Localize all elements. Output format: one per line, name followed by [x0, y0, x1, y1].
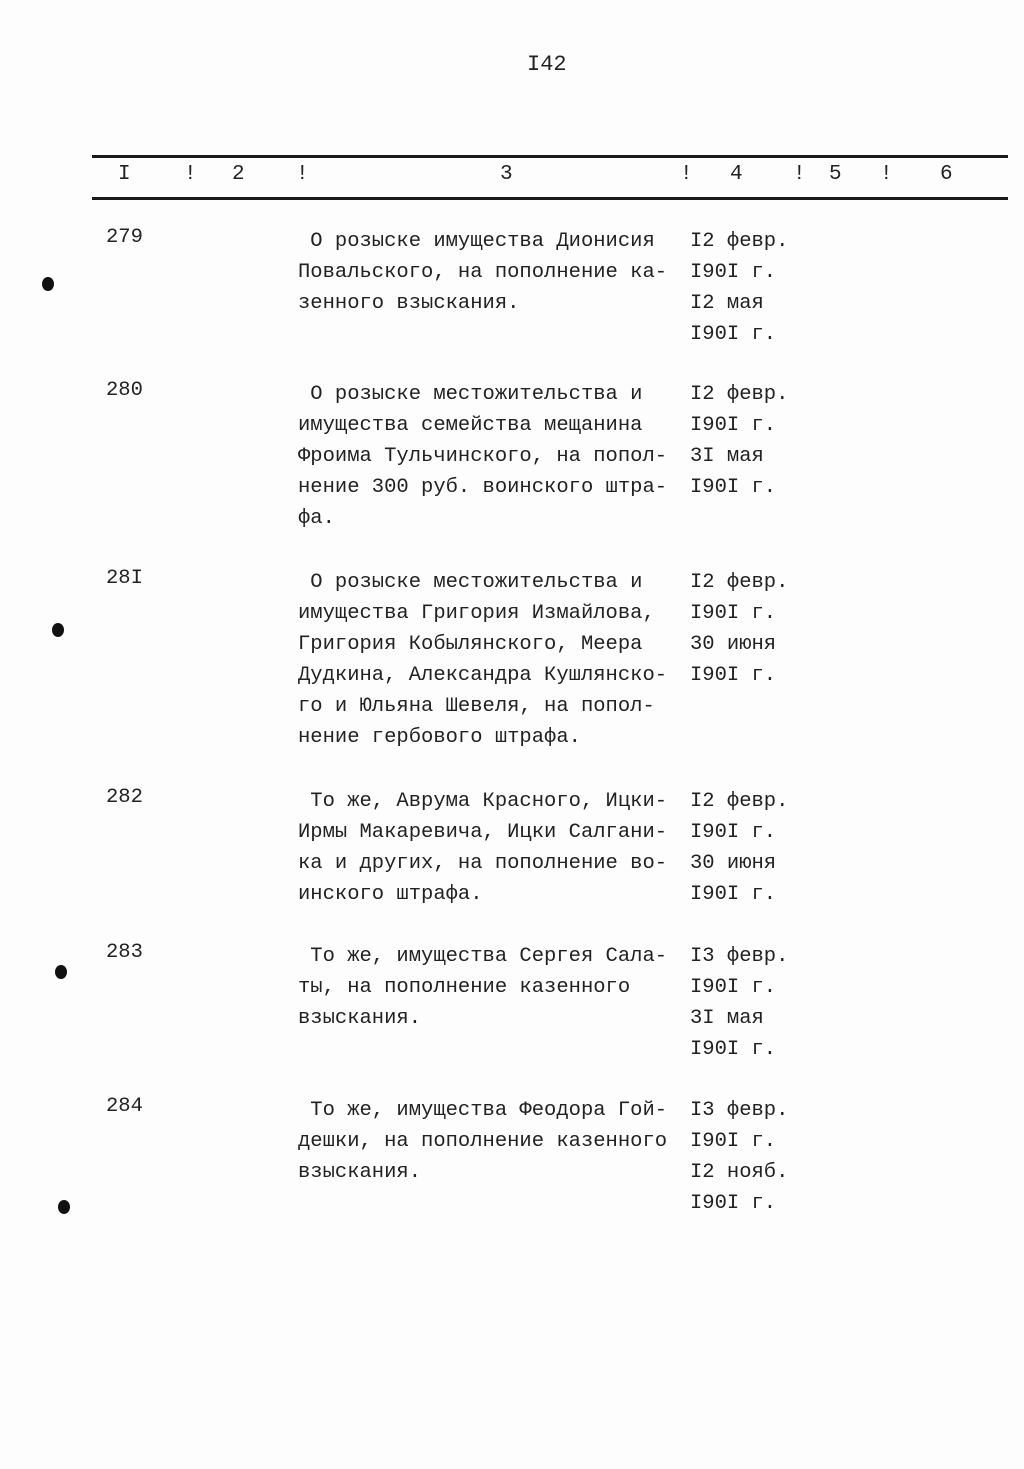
entry-description: То же, имущества Феодора Гой- дешки, на пополнение казенного взыскания. [298, 1099, 668, 1184]
column-separator: ! [880, 163, 893, 186]
entry-number: 282 [106, 786, 143, 809]
column-separator: ! [296, 163, 309, 186]
header-bottom-rule [92, 197, 1008, 200]
punch-hole-mark [58, 1200, 70, 1214]
entry-dates: I3 февр. I90I г. I2 нояб. I90I г. [690, 1099, 789, 1215]
column-header-4: 4 [730, 163, 743, 186]
column-separator: ! [680, 163, 693, 186]
column-header-5: 5 [829, 163, 842, 186]
entry-description: О розыске местожительства и имущества Григория Измайлова, Григория Кобылянского, Меера Дудкина, Александра Кушлянско- го и Юльяна Шевеля, на попол- нение гербового штрафа. [298, 571, 668, 749]
entry-number: 280 [106, 379, 143, 402]
punch-hole-mark [55, 965, 67, 979]
column-header-6: 6 [940, 163, 953, 186]
entry-number: 284 [106, 1095, 143, 1118]
column-header-2: 2 [232, 163, 245, 186]
entry-dates: I2 февр. I90I г. 3I мая I90I г. [690, 383, 789, 499]
column-header-3: 3 [500, 163, 513, 186]
column-header-1: I [118, 163, 131, 186]
entry-description: О розыске местожительства и имущества семейства мещанина Фроима Тульчинского, на попол- нение 300 руб. воинского штра- фа. [298, 383, 668, 530]
entry-dates: I2 февр. I90I г. 30 июня I90I г. [690, 790, 789, 906]
entry-description: То же, имущества Сергея Сала- ты, на пополнение казенного взыскания. [298, 945, 668, 1030]
column-separator: ! [793, 163, 806, 186]
entry-number: 279 [106, 226, 143, 249]
punch-hole-mark [52, 623, 64, 637]
entry-description: О розыске имущества Дионисия Повальского, на пополнение ка- зенного взыскания. [298, 230, 668, 315]
entry-dates: I2 февр. I90I г. 30 июня I90I г. [690, 571, 789, 687]
entry-dates: I3 февр. I90I г. 3I мая I90I г. [690, 945, 789, 1061]
punch-hole-mark [42, 277, 54, 291]
entry-number: 283 [106, 941, 143, 964]
column-separator: ! [184, 163, 197, 186]
page-number: I42 [527, 52, 567, 77]
entry-description: То же, Аврума Красного, Ицки- Ирмы Макаревича, Ицки Салгани- ка и других, на пополнение во- инского штрафа. [298, 790, 668, 906]
header-top-rule [92, 155, 1008, 158]
entry-number: 28I [106, 567, 143, 590]
entry-dates: I2 февр. I90I г. I2 мая I90I г. [690, 230, 789, 346]
